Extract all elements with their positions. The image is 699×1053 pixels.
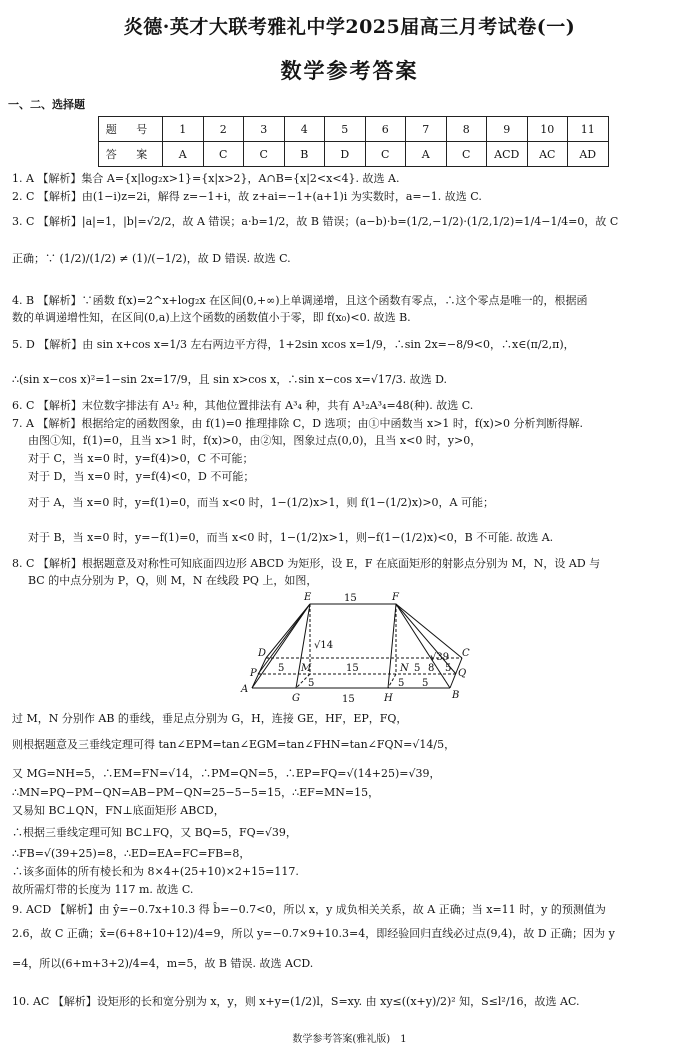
diagram-label: 5 (422, 678, 429, 689)
solution-line: 正确；∵ (1/2)/(1/2) ≠ (1)/(−1/2)，故 D 错误. 故选 C. (12, 252, 291, 265)
table-cell: AC (527, 142, 568, 167)
table-cell: A (163, 142, 204, 167)
solution-line: 对于 A，当 x=0 时，y=f(1)=0，而当 x<0 时，1−(1/2)x>1，则 f(1−(1/2)x)>0，A 可能； (28, 496, 494, 509)
solution-line: 对于 C，当 x=0 时，y=f(4)>0，C 不可能； (28, 452, 254, 465)
solution-line: BC 的中点分别为 P，Q，则 M，N 在线段 PQ 上，如图， (28, 574, 318, 587)
diagram-point: N (400, 663, 409, 674)
solution-line: ∴根据三垂线定理可知 BC⊥FQ，又 BQ=5，FQ=√39， (12, 826, 297, 839)
table-cell: C (203, 142, 244, 167)
diagram-label: 15 (346, 663, 359, 674)
solution-line: =4，所以(6+m+3+2)/4=4，m=5，故 B 错误. 故选 ACD. (12, 957, 314, 970)
solution-line: 8. C 【解析】根据题意及对称性可知底面四边形 ABCD 为矩形，设 E，F 在底面矩形的射影点分别为 M，N，设 AD 与 (12, 557, 601, 570)
solution-line: ∴该多面体的所有棱长和为 8×4+(25+10)×2+15=117. (12, 865, 299, 878)
solution-line: 1. A 【解析】集合 A={x|log₂x>1}={x|x>2}，A∩B={x|2<x<4}. 故选 A. (12, 172, 400, 185)
table-cell: 2 (203, 117, 244, 142)
solution-line: 5. D 【解析】由 sin x+cos x=1/3 左右两边平方得，1+2sin xcos x=1/9，∴sin 2x=−8/9<0，∴x∈(π/2,π)， (12, 338, 575, 351)
solution-line: ∴MN=PQ−PM−QN=AB−PM−QN=25−5−5=15，∴EF=MN=15， (12, 786, 380, 799)
diagram-point: H (384, 693, 393, 704)
page-footer: 数学参考答案(雅礼版) 1 (292, 1034, 407, 1045)
diagram-label: √14 (314, 640, 334, 651)
table-row (99, 142, 609, 167)
diagram-label: 5 (308, 678, 315, 689)
table-cell: 9 (487, 117, 528, 142)
diagram-point: M (301, 663, 312, 674)
table-header-answer: 答 案 (99, 142, 163, 167)
diagram-point: C (462, 648, 470, 659)
diagram-point: E (304, 592, 312, 603)
table-cell: 10 (527, 117, 568, 142)
solution-line: 对于 D，当 x=0 时，y=f(4)<0，D 不可能； (28, 470, 255, 483)
diagram-label: 5 (398, 678, 405, 689)
diagram-point: A (241, 684, 249, 695)
table-cell: 8 (446, 117, 487, 142)
diagram-point: F (392, 592, 399, 603)
solution-line: 2. C 【解析】由(1−i)z=2i，解得 z=−1+i，故 z+ai=−1+(a+1)i 为实数时，a=−1. 故选 C. (12, 190, 482, 203)
table-row (99, 117, 609, 142)
solution-line: 又易知 BC⊥QN，FN⊥底面矩形 ABCD， (12, 804, 225, 817)
exam-subtitle: 数学参考答案 (280, 58, 419, 83)
table-cell: ACD (487, 142, 528, 167)
table-cell: AD (568, 142, 609, 167)
solution-line: 9. ACD 【解析】由 ŷ=−0.7x+10.3 得 b̂=−0.7<0，所以 x，y 成负相关关系，故 A 正确；当 x=11 时，y 的预测值为 (12, 903, 606, 916)
solution-line: 3. C 【解析】|a|=1，|b|=√2/2，故 A 错误；a·b=1/2，故 B 错误；(a−b)·b=(1/2,−1/2)·(1/2,1/2)=1/4−1/4=0，故 C (12, 215, 619, 228)
solution-line: 由图①知，f(1)=0，且当 x>1 时，f(x)>0，由②知，图象过点(0,0)，且当 x<0 时，y>0， (28, 434, 482, 447)
polyhedron-diagram (238, 590, 470, 708)
solution-line: 2.6，故 C 正确；x̄=(6+8+10+12)/4=9，所以 y=−0.7×9+10.3=4，即经验回归直线必过点(9,4)，故 D 正确；因为 y (12, 927, 615, 940)
solution-line: 数的单调递增性知，在区间(0,a)上这个函数的函数值小于零，即 f(x₀)<0. 故选 B. (12, 311, 411, 324)
solution-line: 6. C 【解析】末位数字排法有 A¹₂ 种，其他位置排法有 A³₄ 种，共有 A¹₂A³₄=48(种). 故选 C. (12, 399, 474, 412)
solution-line: 对于 B，当 x=0 时，y=−f(1)=0，而当 x<0 时，1−(1/2)x>1，则−f(1−(1/2)x)<0，B 不可能. 故选 A. (28, 531, 554, 544)
diagram-point: P (250, 668, 257, 679)
solution-line: 过 M，N 分别作 AB 的垂线，垂足点分别为 G，H，连接 GE，HF，EP，FQ， (12, 712, 408, 725)
diagram-label: 5 (278, 663, 285, 674)
table-cell: 1 (163, 117, 204, 142)
diagram-point: G (292, 693, 300, 704)
table-header-number: 题 号 (99, 117, 163, 142)
table-cell: C (365, 142, 406, 167)
diagram-label: 15 (344, 593, 357, 604)
solution-line: ∴(sin x−cos x)²=1−sin 2x=17/9，且 sin x>cos x，∴sin x−cos x=√17/3. 故选 D. (12, 373, 448, 386)
exam-title: 炎德·英才大联考雅礼中学2025届高三月考试卷(一) (123, 16, 576, 38)
table-cell: 4 (284, 117, 325, 142)
diagram-label: 15 (342, 694, 355, 705)
table-cell: D (325, 142, 366, 167)
solution-line: 10. AC 【解析】设矩形的长和宽分别为 x，y，则 x+y=(1/2)l，S=xy. 由 xy≤((x+y)/2)² 知，S≤l²/16，故选 AC. (12, 995, 580, 1008)
solution-line: 又 MG=NH=5，∴EM=FN=√14，∴PM=QN=5，∴EP=FQ=√(14+25)=√39， (12, 767, 441, 780)
table-cell: A (406, 142, 447, 167)
table-cell: 3 (244, 117, 285, 142)
solution-line: 则根据题意及三垂线定理可得 tan∠EPM=tan∠EGM=tan∠FHN=tan∠FQN=√14/5， (12, 738, 456, 751)
table-cell: C (244, 142, 285, 167)
table-cell: 5 (325, 117, 366, 142)
solution-line: 7. A 【解析】根据给定的函数图象，由 f(1)=0 推理排除 C，D 选项；由①中函数当 x>1 时，f(x)>0 分析判断得解. (12, 417, 583, 430)
answer-table (98, 116, 609, 167)
diagram-point: D (258, 648, 267, 659)
table-cell: 7 (406, 117, 447, 142)
diagram-label: 5 (414, 663, 421, 674)
solution-line: 故所需灯带的长度为 117 m. 故选 C. (12, 883, 194, 896)
diagram-point: B (452, 690, 460, 701)
table-cell: 6 (365, 117, 406, 142)
table-cell: 11 (568, 117, 609, 142)
solution-line: ∴FB=√(39+25)=8，∴ED=EA=FC=FB=8， (12, 847, 251, 860)
diagram-point: Q (458, 668, 467, 679)
solution-line: 4. B 【解析】∵函数 f(x)=2^x+log₂x 在区间(0,+∞)上单调递增，且这个函数有零点，∴这个零点是唯一的，根据函 (12, 294, 588, 307)
section-label: 一、二、选择题 (8, 98, 85, 111)
table-cell: B (284, 142, 325, 167)
table-cell: C (446, 142, 487, 167)
diagram-label: √39 (430, 652, 450, 663)
diagram-label: 8 (428, 663, 435, 674)
diagram-label: 5 (445, 663, 452, 674)
